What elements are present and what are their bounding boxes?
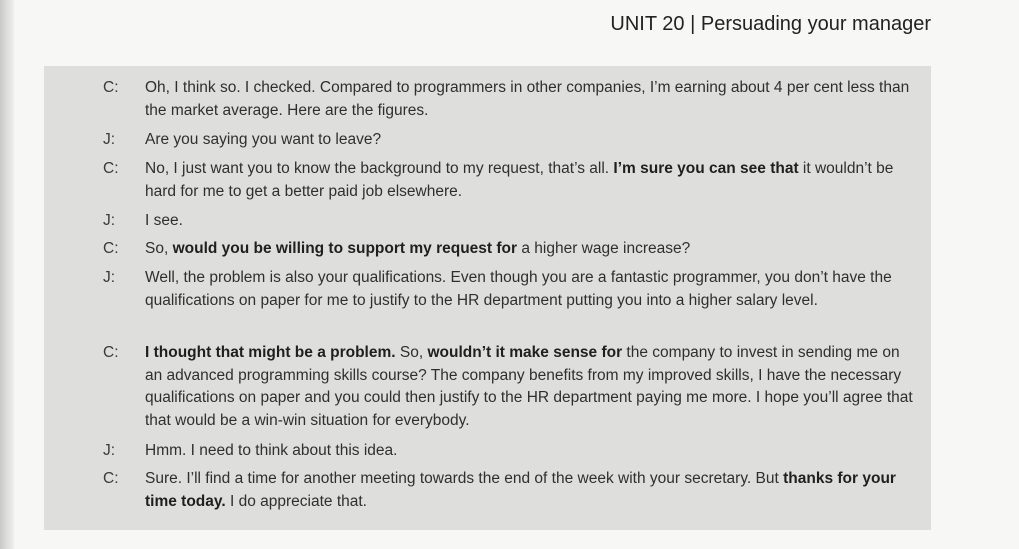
bold-phrase: would you be willing to support my request for <box>172 240 518 257</box>
dialogue-text <box>145 129 920 152</box>
text-segment: Hmm. I need to think about this idea. <box>145 442 398 459</box>
dialogue-box <box>44 66 931 530</box>
dialogue-text <box>145 210 920 233</box>
dialogue-text <box>145 77 920 122</box>
dialogue-text <box>145 468 920 513</box>
text-segment: a higher wage increase? <box>517 240 691 257</box>
unit-title: Persuading your manager <box>700 13 931 35</box>
text-segment: Sure. I’ll find a time for another meeting towards the end of the week with your secretary. But <box>145 470 784 487</box>
text-segment: the company to invest in sending me on an advanced programming skills course? The company benefits from my improved skills, I have the necessary qualifications on paper and you could then justify to the HR department paying me more. I hope you’ll agree that that would be a win-win situation for everybody. <box>145 344 913 429</box>
speaker-label: C: <box>103 160 119 177</box>
page-binding-edge <box>0 0 14 549</box>
page-header <box>610 13 931 36</box>
text-segment: So, <box>145 240 173 257</box>
dialogue-text <box>145 342 920 432</box>
dialogue-text <box>145 158 920 203</box>
header-separator: | <box>690 13 696 35</box>
text-segment: I do appreciate that. <box>225 492 367 510</box>
speaker-label: C: <box>103 344 119 361</box>
speaker-label: C: <box>103 79 119 96</box>
speaker-label: J: <box>103 442 116 459</box>
dialogue-text <box>145 267 920 312</box>
speaker-label: C: <box>103 240 119 257</box>
unit-number: UNIT 20 <box>610 13 685 35</box>
speaker-label: C: <box>103 470 119 487</box>
bold-phrase: thanks for your time today. <box>145 470 896 510</box>
dialogue-text <box>145 440 920 463</box>
dialogue-text <box>145 238 920 261</box>
text-segment: So, <box>395 344 428 361</box>
text-segment: Well, the problem is also your qualifications. Even though you are a fantastic programmer, you don’t have the qualifications on paper for me to justify to the HR department putting you into a higher salary level. <box>145 269 892 309</box>
bold-phrase: I thought that might be a problem. <box>145 344 396 361</box>
text-segment: Are you saying you want to leave? <box>145 131 382 148</box>
speaker-label: J: <box>103 269 116 286</box>
text-segment: it wouldn’t be hard for me to get a better paid job elsewhere. <box>145 160 894 200</box>
text-segment: I see. <box>145 212 183 229</box>
bold-phrase: wouldn’t it make sense for <box>427 344 623 361</box>
bold-phrase: I’m sure you can see that <box>613 160 799 177</box>
text-segment: No, I just want you to know the background to my request, that’s all. <box>145 160 614 177</box>
text-segment: Oh, I think so. I checked. Compared to programmers in other companies, I’m earning about 4 per cent less than the market average. Here are the figures. <box>145 79 910 119</box>
speaker-label: J: <box>103 212 116 229</box>
speaker-label: J: <box>103 131 116 148</box>
